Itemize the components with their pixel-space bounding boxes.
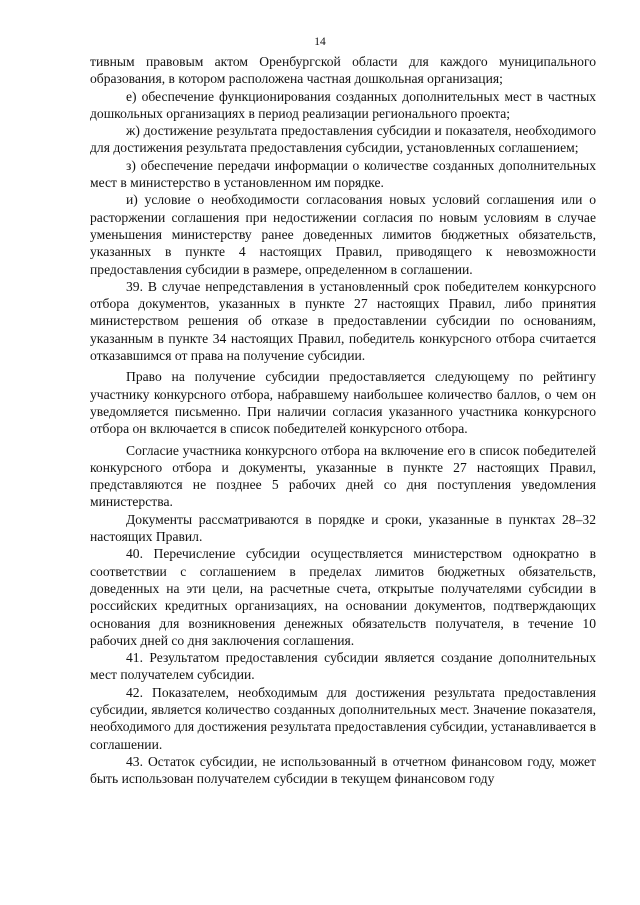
- paragraph-item-i: и) условие о необходимости согласования новых условий соглашения или о расторжении соглашения при недостижении согласия по новым условиям в случае уменьшения министерству ранее доведенных лимитов бюджетных обязательств, указанных в пункте 4 настоящих Правил, приводящего к невозможности предоставления субсидии в размере, определенном в соглашении.: [90, 192, 596, 277]
- paragraph-43: 43. Остаток субсидии, не использованный в отчетном финансовом году, может быть использован получателем субсидии в текущем финансовом году: [90, 753, 596, 787]
- document-body: [90, 53, 596, 787]
- paragraph-item-z: з) обеспечение передачи информации о количестве созданных дополнительных мест в министерство в установленном им порядке.: [90, 157, 596, 191]
- paragraph-40: 40. Перечисление субсидии осуществляется министерством однократно в соответствии с соглашением в пределах лимитов бюджетных обязательств, доведенных на эти цели, на расчетные счета, открытые получателями субсидии в российских кредитных организациях, на основании документов, подтверждающих основания для возникновения денежных обязательств получателя, в течение 10 рабочих дней со дня заключения соглашения.: [90, 546, 596, 648]
- paragraph-continuation: тивным правовым актом Оренбургской области для каждого муниципального образования, в котором расположена частная дошкольная организация;: [90, 54, 596, 87]
- paragraph-39: 39. В случае непредставления в установленный срок победителем конкурсного отбора документов, указанных в пункте 27 настоящих Правил, либо принятия министерством решения об отказе в предоставлении субсидии по основаниям, указанным в пункте 34 настоящих Правил, победитель конкурсного отбора считается отказавшимся от права на получение субсидии.: [90, 278, 596, 364]
- paragraph-42: 42. Показателем, необходимым для достижения результата предоставления субсидии, является количество созданных дополнительных мест. Значение показателя, необходимого для достижения результата предоставления субсидии, устанавливается в соглашении.: [90, 684, 596, 752]
- paragraph-39-review: Документы рассматриваются в порядке и сроки, указанные в пунктах 28–32 настоящих Правил.: [90, 511, 596, 545]
- paragraph-item-e: е) обеспечение функционирования созданных дополнительных мест в частных дошкольных организациях в период реализации регионального проекта;: [90, 88, 596, 121]
- paragraph-41: 41. Результатом предоставления субсидии является создание дополнительных мест получателем субсидии.: [90, 650, 596, 683]
- paragraph-39-consent: Согласие участника конкурсного отбора на включение его в список победителей конкурсного отбора и документы, указанные в пункте 27 настоящих Правил, представляются не позднее 5 рабочих дней со дня поступления уведомления министерства.: [90, 442, 596, 510]
- paragraph-item-zh: ж) достижение результата предоставления субсидии и показателя, необходимого для достижения результата предоставления субсидии, установленных соглашением;: [90, 123, 596, 156]
- paragraph-39-right-transfer: Право на получение субсидии предоставляется следующему по рейтингу участнику конкурсного отбора, набравшему наибольшее количество баллов, о чем он уведомляется письменно. При наличии согласия указанного участника конкурсного отбора он включается в список победителей конкурсного отбора.: [90, 369, 596, 437]
- page-number: 14: [314, 36, 326, 48]
